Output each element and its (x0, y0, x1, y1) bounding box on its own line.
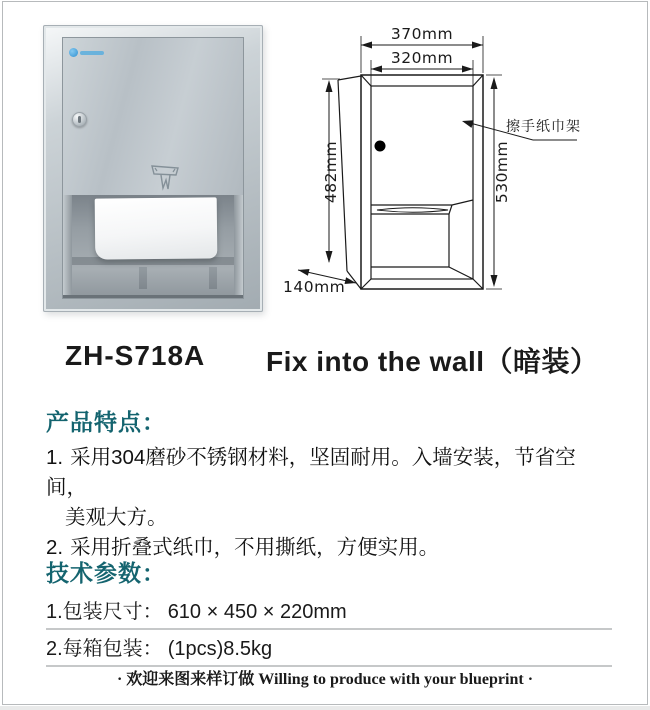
model-number: ZH-S718A (65, 340, 206, 371)
towel-dispense-icon (145, 162, 185, 192)
dispenser-opening (63, 195, 243, 298)
feature-number: 1. (46, 446, 64, 469)
footer-slogan: · 欢迎来图来样订做 Willing to produce with your blueprint · (116, 671, 534, 688)
lock-dot (375, 141, 386, 152)
dispenser-frame (43, 25, 263, 312)
back-slot (209, 267, 217, 289)
install-type-cn: （暗装） (484, 346, 599, 377)
feature-item-line (46, 503, 610, 533)
logo-circle-icon (69, 48, 78, 57)
dispenser-door (63, 38, 243, 200)
feature-text: 采用折叠式纸巾，不用撕纸，方便实用。 (70, 536, 440, 559)
dimension-diagram (278, 15, 618, 310)
feature-item-line (46, 443, 610, 503)
spec-label: 2.每箱包装： (46, 638, 163, 660)
product-photo (43, 25, 263, 312)
specs-section (46, 555, 612, 674)
keyhole-slot (78, 116, 81, 123)
feature-text: 美观大方。 (65, 506, 168, 529)
dim-depth-label: 140mm (283, 278, 346, 296)
dim-inner-width-label: 320mm (390, 49, 454, 67)
logo-text-mark (80, 51, 104, 55)
spec-value: (1pcs)8.5kg (167, 638, 273, 660)
spec-row-package-weight (46, 637, 612, 667)
feature-number: 2. (46, 536, 64, 559)
dim-outer-width-label: 370mm (390, 25, 454, 43)
opening-wall-right (234, 195, 243, 298)
dim-right-height-label: 530mm (493, 140, 511, 204)
back-slot (139, 267, 147, 289)
dispenser-face (63, 38, 243, 298)
spec-label: 1.包装尺寸： (46, 601, 163, 623)
spec-value: 610 × 450 × 220mm (167, 601, 347, 623)
features-section (46, 404, 610, 563)
paper-towel (95, 197, 218, 259)
specs-heading: 技术参数： (46, 560, 166, 586)
install-type-en: Fix into the wall (266, 346, 485, 377)
features-heading: 产品特点： (46, 409, 166, 435)
feature-text: 采用304磨砂不锈钢材料，坚固耐用。入墙安装，节省空间， (46, 446, 576, 499)
install-type-title (266, 340, 599, 380)
dim-left-height-label: 482mm (322, 140, 340, 204)
spec-row-package-size (46, 600, 612, 630)
diagram-callout-label: 擦手纸巾架 (506, 119, 581, 135)
brand-logo-icon (69, 48, 104, 57)
opening-wall-left (63, 195, 72, 298)
keyhole-lock-icon (72, 112, 87, 127)
bottom-strip (0, 706, 650, 710)
